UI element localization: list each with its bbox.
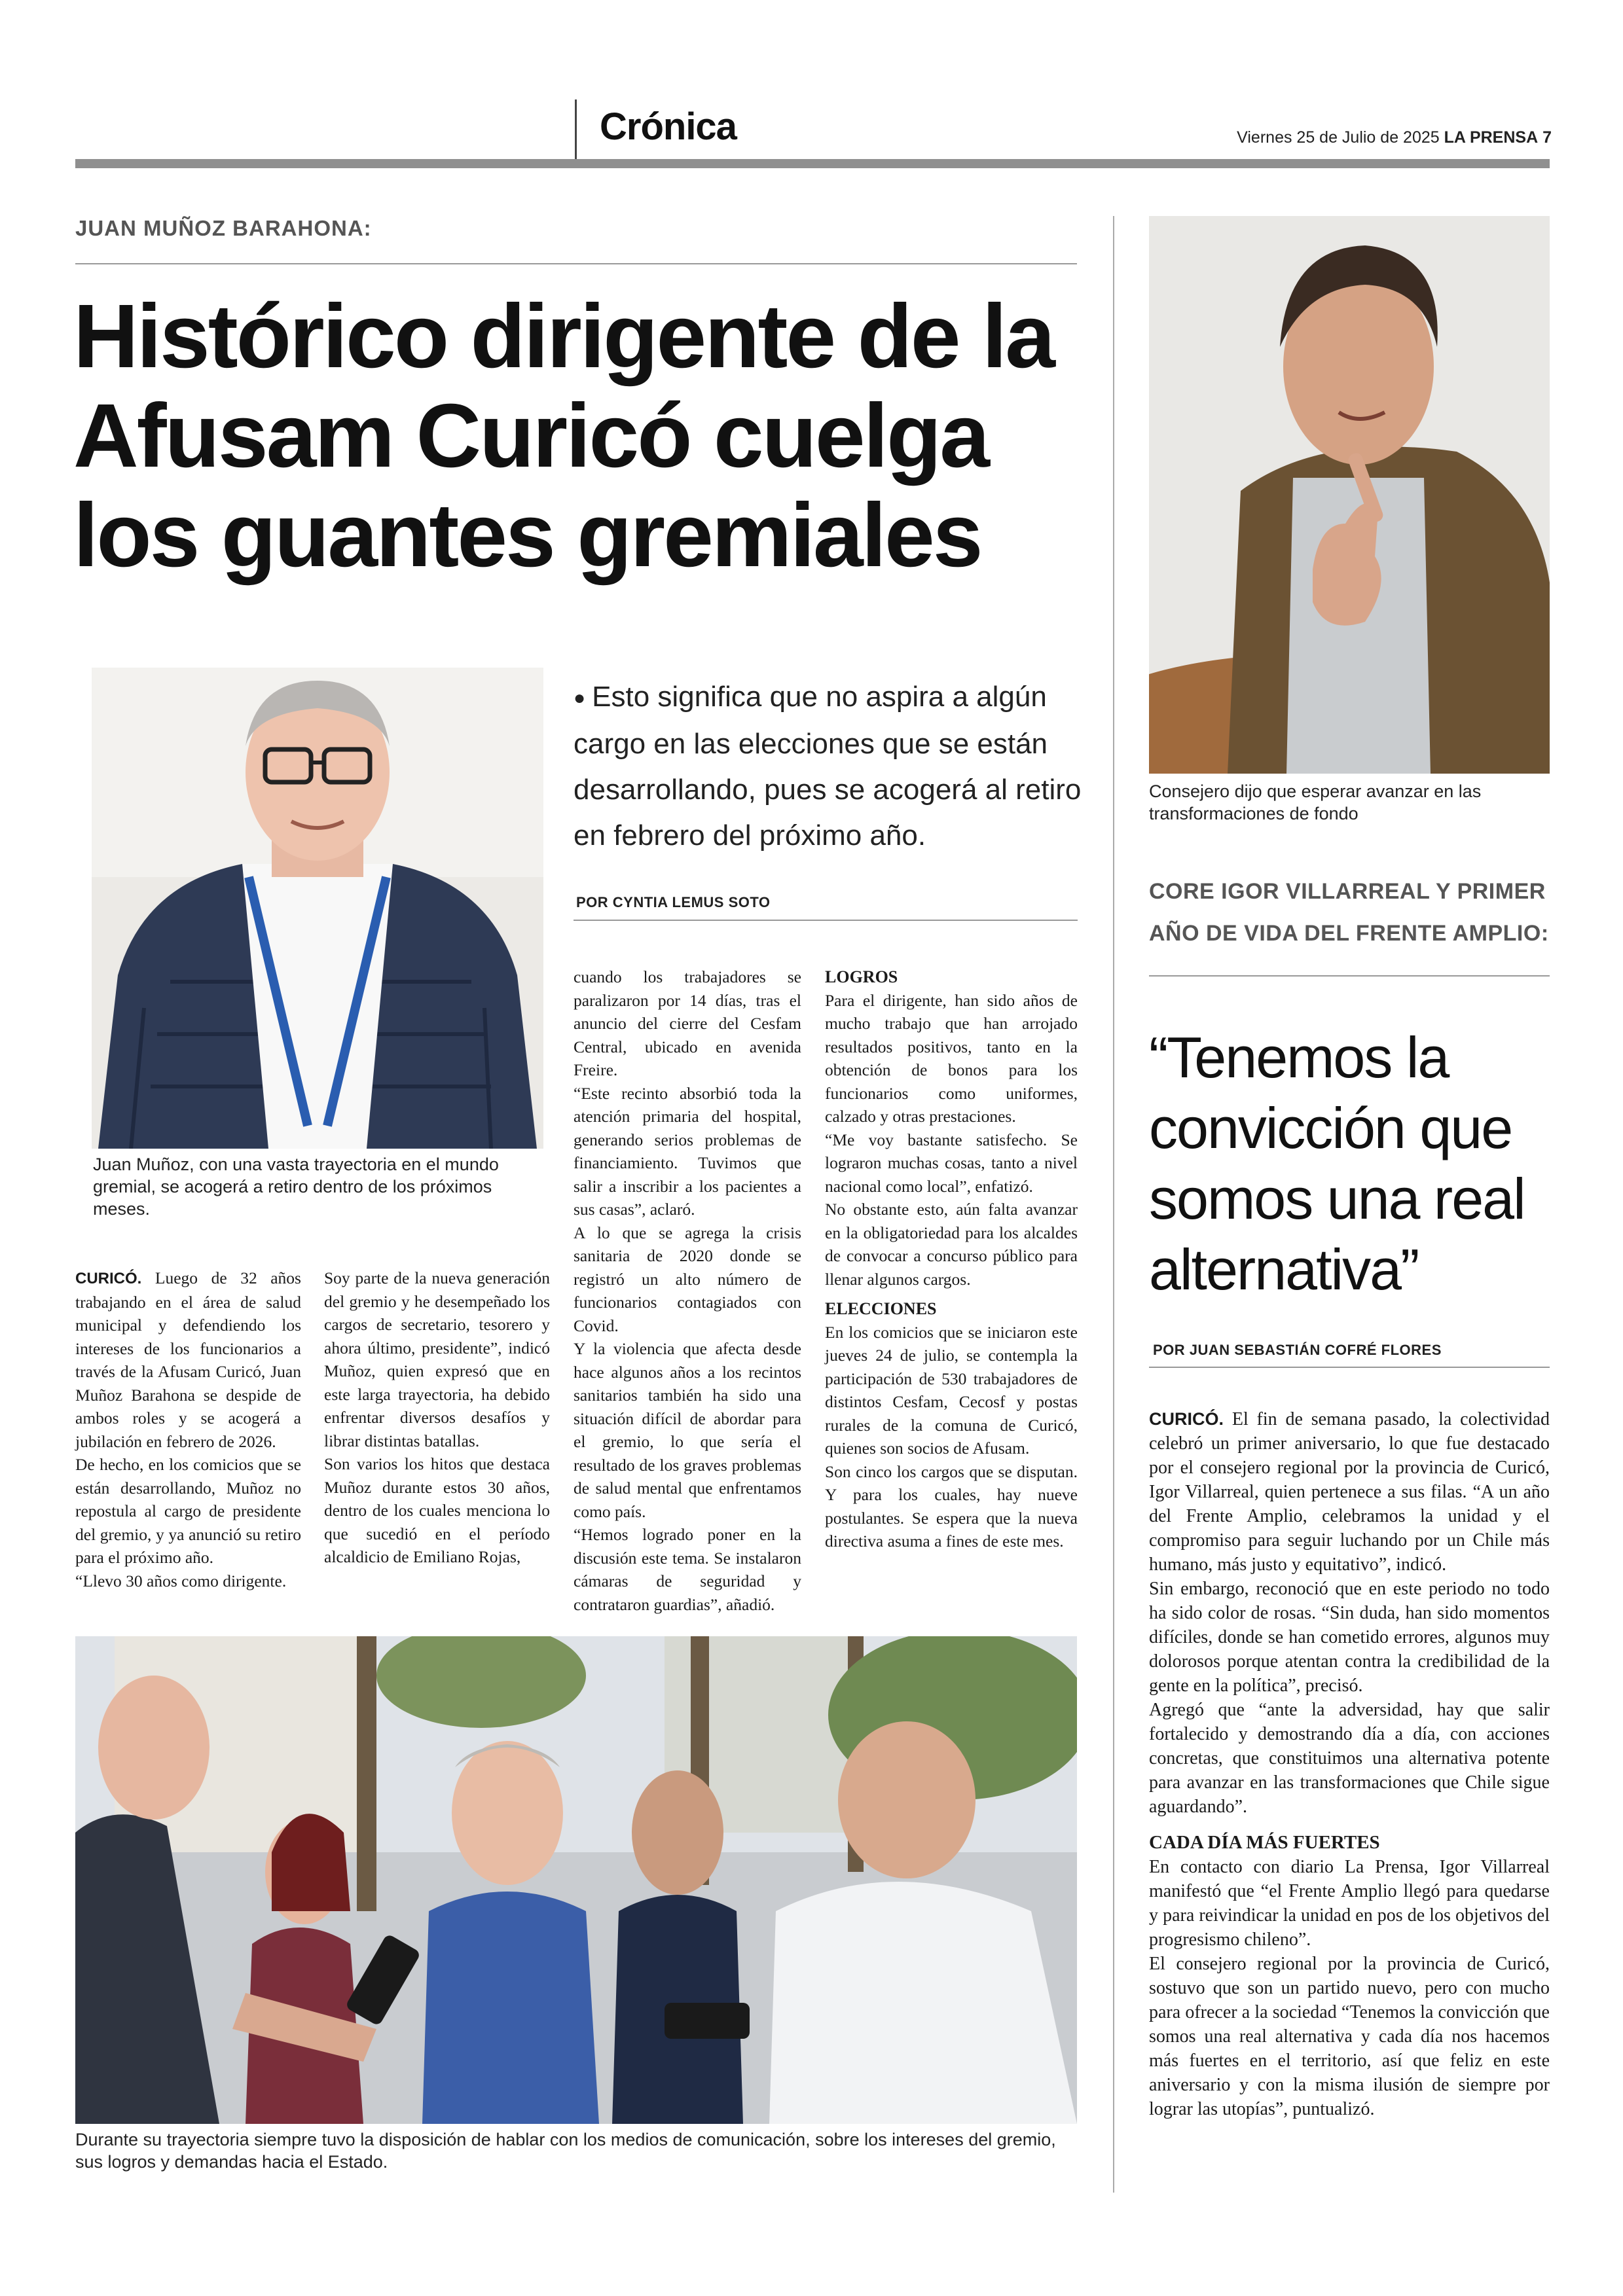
side-paragraph: El consejero regional por la provincia de Curicó, sostuvo que son un partido nuevo, pero con mucho para ofrecer a la sociedad “Tenemos la convicción que somos una real alternativa y cada día nos hacemos más fuertes en el territorio, así que feliz en este aniversario y con la misma ilusión de siempre por lograr las utopías”, puntualizó. (1149, 1954, 1550, 2119)
col3-paragraph: cuando los trabajadores se paralizaron por 14 días, tras el anuncio del cierre del Cesfam Central, ubicado en avenida Freire. (574, 967, 801, 1079)
main-byline: POR CYNTIA LEMUS SOTO (576, 894, 771, 910)
col1-paragraph (75, 1266, 301, 1453)
col4-paragraph: Son cinco los cargos que se disputan. Y para los cuales, hay nueve postulantes. Se espera que la nueva directiva asuma a fines de este mes. (825, 1462, 1078, 1551)
page-date-line (1218, 128, 1552, 147)
side-paragraph: En contacto con diario La Prensa, Igor Villarreal manifestó que “el Frente Amplio llegó para quedarse y para reivindicar la unidad en pos de los objetivos del progresismo chileno”. (1149, 1857, 1550, 1950)
main-kicker: JUAN MUÑOZ BARAHONA: (75, 216, 372, 240)
subhead-elecciones: ELECCIONES (825, 1299, 937, 1318)
kicker-rule (75, 263, 1077, 264)
body-column-3 (574, 965, 801, 1616)
col2-paragraph: Son varios los hitos que destaca Muñoz durante estos 30 años, dentro de los cuales menciona lo que sucedió en el período alcaldicio de Emiliano Rojas, (324, 1454, 550, 1566)
main-headline: Histórico dirigente de la Afusam Curicó cuelga los guantes gremiales (73, 286, 1053, 586)
dateline: CURICÓ. (75, 1270, 142, 1287)
col3-paragraph: “Este recinto absorbió toda la atención primaria del hospital, generando serios problemas de financiamiento. Tuvimos que salir a inscribir a los pacientes a sus casas”, aclaró. (574, 1083, 801, 1219)
col4-paragraph: Para el dirigente, han sido años de mucho trabajo que han arrojado resultados positivos, tanto en la obtención de bonos para los funcionarios como uniformes, calzado y otras prestaciones. (825, 990, 1078, 1126)
body-column-2 (324, 1266, 550, 1569)
villarreal-photo (1149, 216, 1550, 774)
byline-rule (574, 920, 1078, 921)
side-body (1149, 1407, 1550, 2121)
side-byline-rule (1149, 1367, 1550, 1368)
col3-paragraph: “Hemos logrado poner en la discusión este tema. Se instalaron cámaras de seguridad y contrataron guardias”, añadió. (574, 1525, 801, 1614)
group-photo-caption: Durante su trayectoria siempre tuvo la disposición de hablar con los medios de comunicación, sobre los intereses del gremio, sus logros y demandas hacia el Estado. (75, 2130, 1056, 2172)
col1-lead-text: Luego de 32 años trabajando en el área de salud municipal y defendiendo los intereses de los funcionarios a través de la Afusam Curicó, Juan Muñoz Barahona se despide de ambos roles y se acogerá a jubilación en febrero de 2026. (75, 1268, 301, 1451)
header-divider (575, 99, 577, 162)
side-headline: “Tenemos la convicción que somos una real alternativa” (1149, 1025, 1525, 1302)
col3-paragraph: Y la violencia que afecta desde hace algunos años a los recintos sanitarios también ha sido una situación difícil de abordar para el gremio, lo que sería el resultado de los graves problemas de salud mental que enfrentamos como país. (574, 1339, 801, 1521)
summary-deck (574, 674, 1084, 859)
paper-name: LA PRENSA (1444, 128, 1539, 147)
portrait-photo (92, 668, 543, 1149)
side-dateline: CURICÓ. (1149, 1409, 1224, 1429)
column-rule (1113, 216, 1114, 2193)
col4-paragraph: No obstante esto, aún falta avanzar en la obligatoriedad para los alcaldes de convocar a concurso público para llenar algunos cargos. (825, 1200, 1078, 1289)
col4-paragraph: En los comicios que se iniciaron este jueves 24 de julio, se contempla la participación de 530 trabajadores de distintos Cesfam, Cecosf y postas rurales de la comuna de Curicó, quienes son socios de Afusam. (825, 1322, 1078, 1458)
side-paragraph: Sin embargo, reconoció que en este periodo no todo ha sido color de rosas. “Sin duda, han sido momentos difíciles, donde se han cometido errores, algunos muy dolorosos porque atentan contra la credibilidad de la gente en la política”, precisó. (1149, 1579, 1550, 1696)
bullet-icon: ● (574, 687, 586, 709)
col1-paragraph: “Llevo 30 años como dirigente. (75, 1571, 287, 1590)
portrait-caption: Juan Muñoz, con una vasta trayectoria en el mundo gremial, se acogerá a retiro dentro de los próximos meses. (93, 1155, 499, 1219)
side-paragraph (1149, 1407, 1550, 1577)
side-kicker: CORE IGOR VILLARREAL Y PRIMER AÑO DE VIDA DEL FRENTE AMPLIO: (1149, 879, 1549, 946)
villarreal-photo-caption: Consejero dijo que esperar avanzar en las transformaciones de fondo (1149, 781, 1482, 823)
side-kicker-rule (1149, 975, 1550, 977)
side-paragraph: Agregó que “ante la adversidad, hay que salir fortalecido y demostrando día a día, con acciones concretas, que constituimos una alternativa potente para avanzar en las transformaciones que Chile sigue aguardando”. (1149, 1700, 1550, 1817)
header-bar (75, 159, 1550, 168)
side-lead-text: El fin de semana pasado, la colectividad celebró un primer aniversario, lo que fue destacado por el consejero regional por la provincia de Curicó, Igor Villarreal, quien pertenece a sus filas. “A un año del Frente Amplio, celebramos la unidad y el compromiso para seguir luchando por un Chile más humano, más justo y equitativo”, indicó. (1149, 1409, 1550, 1575)
col2-paragraph: Soy parte de la nueva generación del gremio y he desempeñado los cargos de secretario, tesorero y ahora último, presidente”, indicó Muñoz, quien expresó que en este larga trayectoria, ha debido enfrentar diversos desafíos y librar distintas batallas. (324, 1268, 550, 1450)
page-number: 7 (1542, 128, 1552, 147)
col4-paragraph: “Me voy bastante satisfecho. Se lograron muchas cosas, tanto a nivel nacional como local”, enfatizó. (825, 1130, 1078, 1196)
body-column-1 (75, 1266, 301, 1592)
body-column-4 (825, 965, 1078, 1553)
col3-paragraph: A lo que se agrega la crisis sanitaria de 2020 donde se registró un alto número de funcionarios contagiados con Covid. (574, 1223, 801, 1335)
side-subhead: CADA DÍA MÁS FUERTES (1149, 1832, 1380, 1853)
group-photo (75, 1636, 1077, 2124)
issue-date: Viernes 25 de Julio de 2025 (1237, 128, 1440, 147)
section-title: Crónica (600, 105, 737, 148)
summary-text: Esto significa que no aspira a algún cargo en las elecciones que se están desarrollando, pues se acogerá al retiro en febrero del próximo año. (574, 681, 1082, 852)
side-byline: POR JUAN SEBASTIÁN COFRÉ FLORES (1153, 1342, 1442, 1358)
col1-paragraph: De hecho, en los comicios que se están desarrollando, Muñoz no repostula al cargo de presidente del gremio, y ya anunció su retiro para el próximo año. (75, 1455, 301, 1567)
subhead-logros: LOGROS (825, 967, 898, 986)
